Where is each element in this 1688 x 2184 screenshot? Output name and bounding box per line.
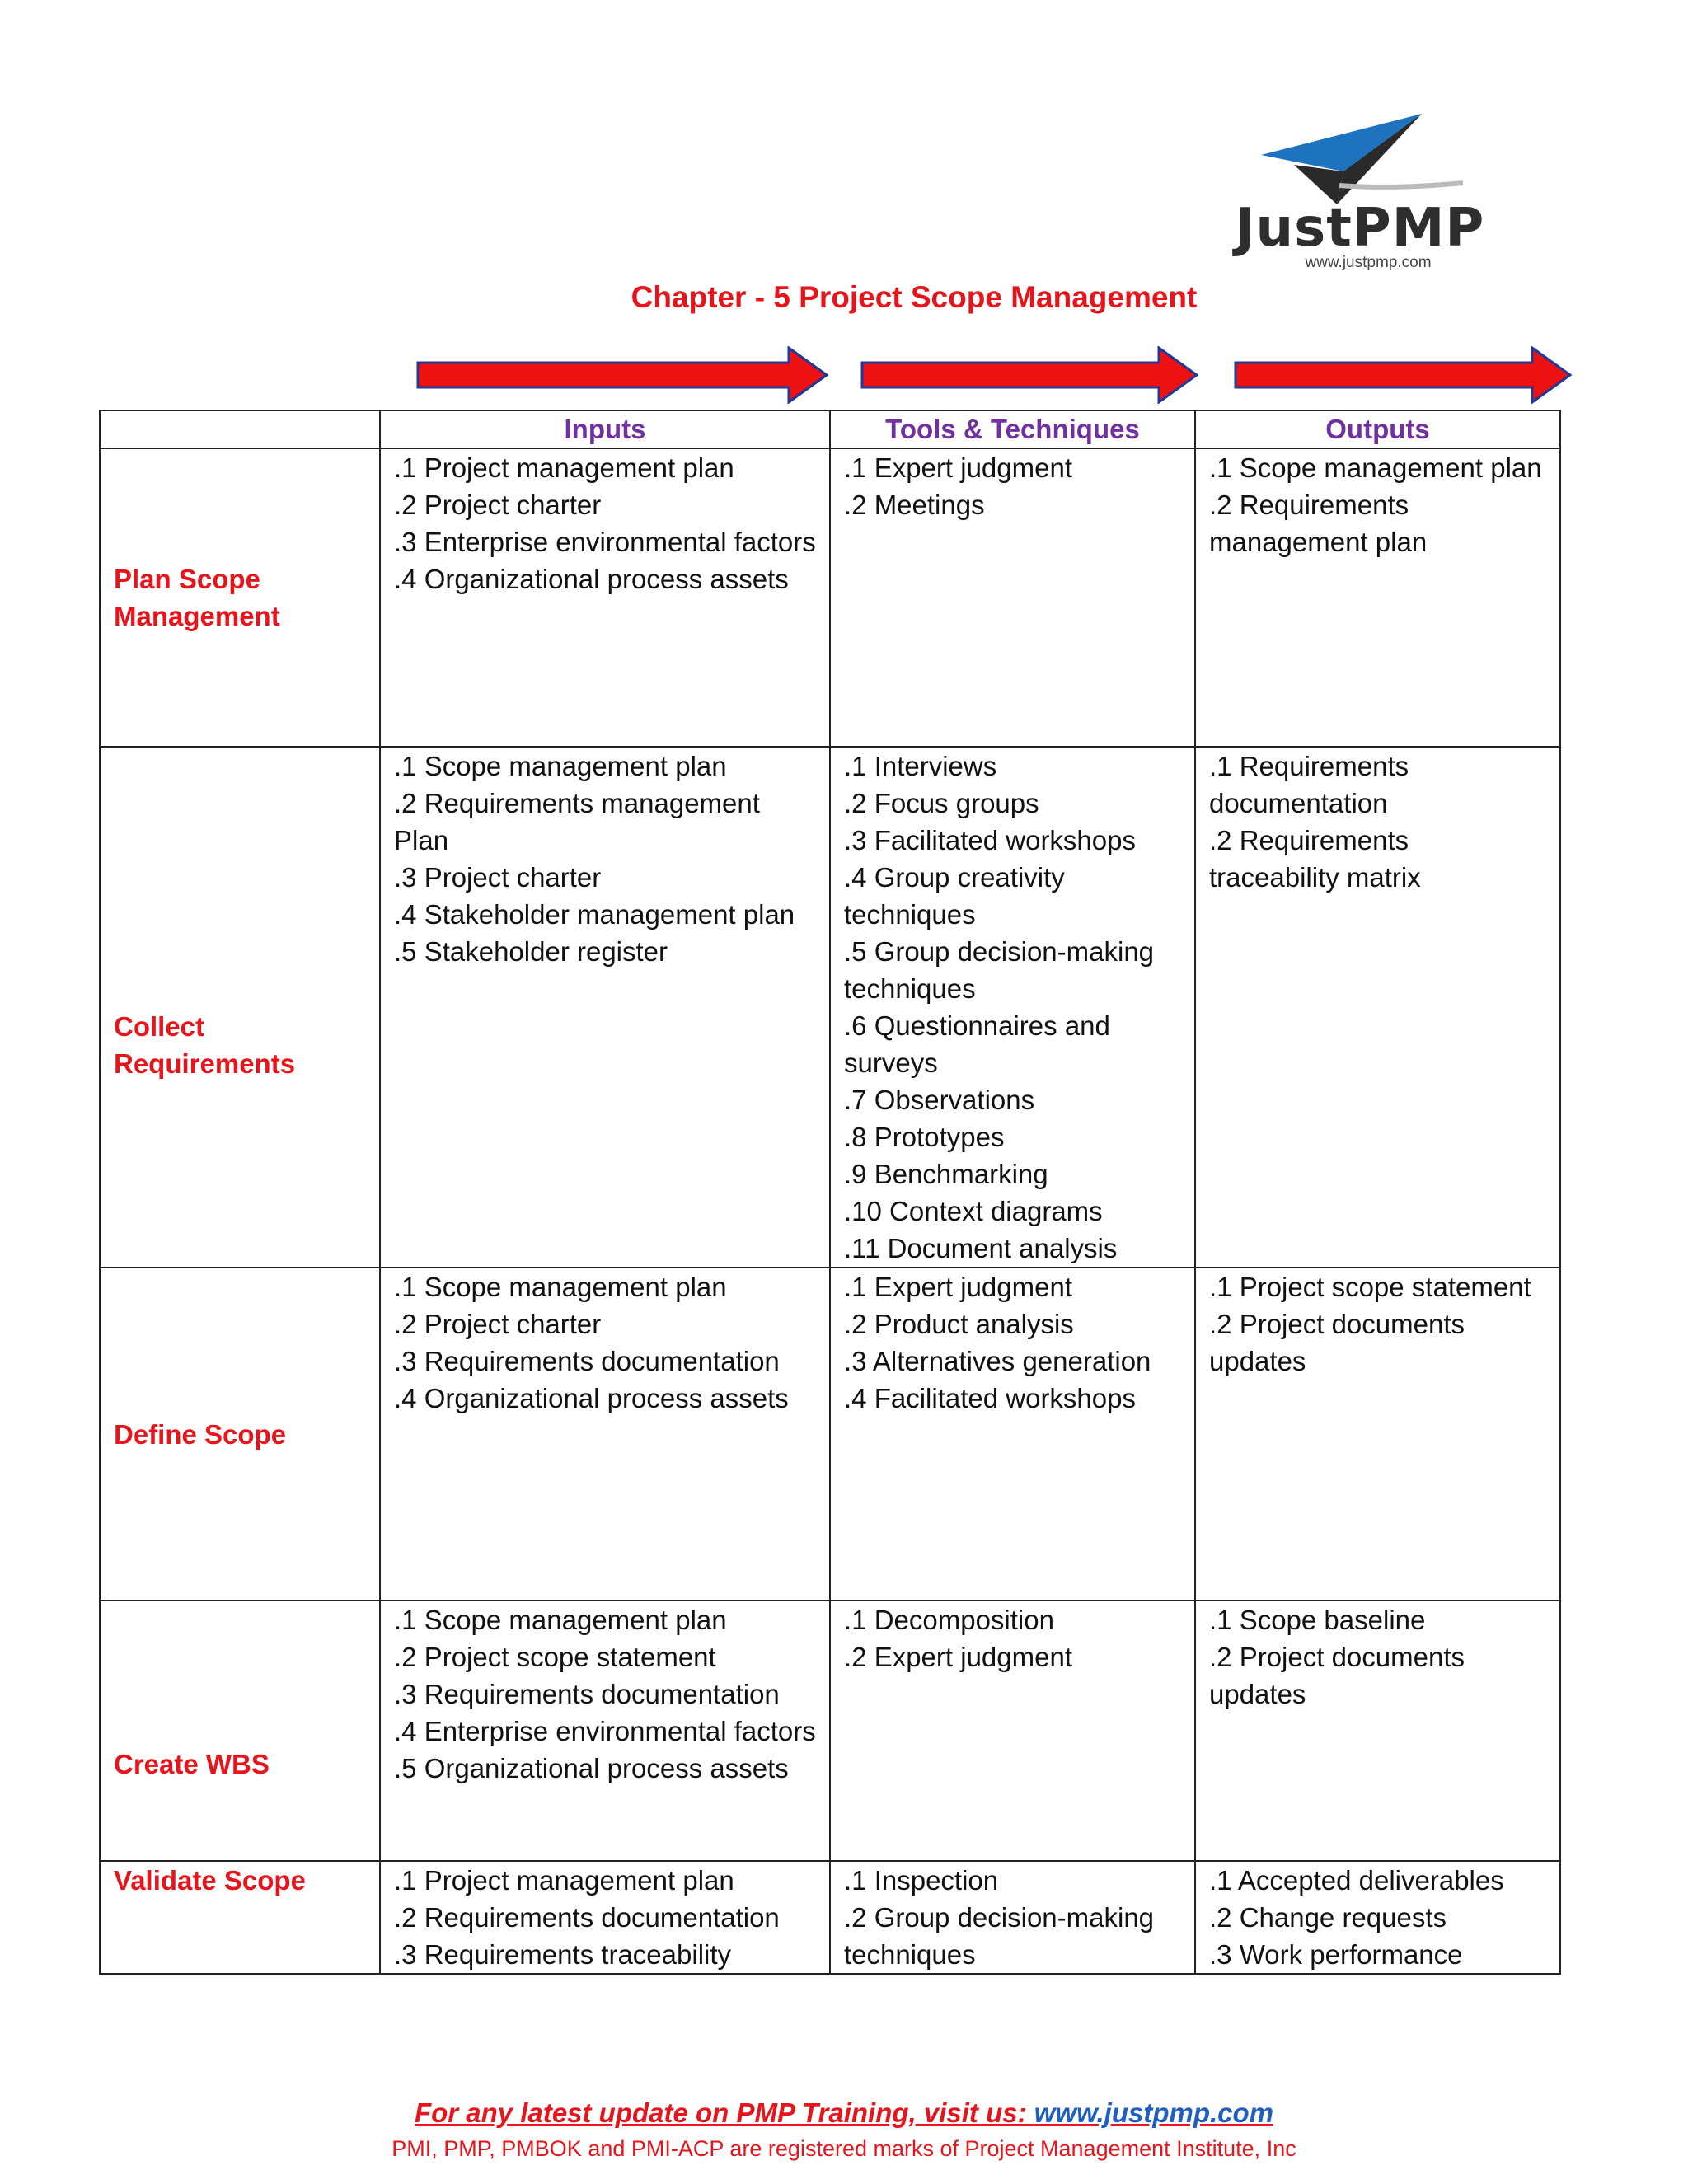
list-item: .1 Project scope statement xyxy=(1209,1272,1531,1302)
tools-cell xyxy=(830,1601,1195,1861)
list-item: .3 Enterprise environmental factors xyxy=(394,527,816,557)
list-item: .2 Requirements documentation xyxy=(394,1902,780,1933)
list-item: .2 Focus groups xyxy=(844,788,1039,818)
tools-cell xyxy=(830,1861,1195,1974)
list-item: .3 Requirements documentation xyxy=(394,1679,780,1709)
list-item: .1 Scope management plan xyxy=(1209,452,1542,483)
arrow-right-icon xyxy=(860,346,1198,404)
list-item: .1 Expert judgment xyxy=(844,452,1072,483)
list-item: .3 Requirements documentation xyxy=(394,1346,780,1376)
footer-trademark-note: PMI, PMP, PMBOK and PMI-ACP are registered marks of Project Management Institute, Inc xyxy=(392,2136,1296,2161)
list-item: .4 Organizational process assets xyxy=(394,564,789,594)
inputs-cell xyxy=(380,747,830,1268)
list-item: .2 Group decision-making techniques xyxy=(844,1902,1155,1970)
outputs-cell xyxy=(1195,1601,1560,1861)
list-item: .10 Context diagrams xyxy=(844,1196,1103,1226)
outputs-cell xyxy=(1195,448,1560,747)
process-name: Create WBS xyxy=(100,1601,380,1861)
footer-link[interactable]: www.justpmp.com xyxy=(1034,2097,1274,2128)
list-item: .2 Project documents updates xyxy=(1209,1642,1465,1709)
list-item: .5 Group decision-making techniques xyxy=(844,936,1155,1004)
list-item: .1 Scope management plan xyxy=(394,1272,727,1302)
list-item: .3 Alternatives generation xyxy=(844,1346,1151,1376)
list-item: .3 Requirements traceability xyxy=(394,1939,732,1970)
header-outputs: Outputs xyxy=(1195,410,1560,448)
list-item: .3 Work performance xyxy=(1209,1939,1463,1970)
list-item: .7 Observations xyxy=(844,1085,1035,1115)
list-item: .2 Project documents updates xyxy=(1209,1309,1465,1376)
outputs-cell xyxy=(1195,747,1560,1268)
list-item: .5 Stakeholder register xyxy=(394,936,668,967)
list-item: .1 Accepted deliverables xyxy=(1209,1865,1504,1896)
list-item: .1 Inspection xyxy=(844,1865,999,1896)
list-item: .2 Meetings xyxy=(844,490,985,520)
ito-table xyxy=(99,410,1561,1975)
list-item: .3 Facilitated workshops xyxy=(844,825,1136,855)
list-item: .4 Stakeholder management plan xyxy=(394,899,795,930)
list-item: .1 Scope management plan xyxy=(394,751,727,781)
list-item: .1 Interviews xyxy=(844,751,997,781)
footer-text: For any latest update on PMP Training, visit us: xyxy=(414,2097,1034,2128)
inputs-cell xyxy=(380,1268,830,1601)
list-item: .4 Facilitated workshops xyxy=(844,1383,1136,1413)
process-name: Validate Scope xyxy=(100,1861,380,1974)
table-row xyxy=(100,1601,1560,1861)
arrow-right-icon xyxy=(416,346,828,404)
list-item: .2 Requirements management Plan xyxy=(394,788,760,855)
list-item: .2 Project charter xyxy=(394,1309,602,1339)
list-item: .2 Expert judgment xyxy=(844,1642,1072,1672)
inputs-cell xyxy=(380,448,830,747)
list-item: .2 Project charter xyxy=(394,490,602,520)
list-item: .1 Scope management plan xyxy=(394,1605,727,1635)
list-item: .11 Document analysis xyxy=(844,1233,1118,1263)
inputs-cell xyxy=(380,1601,830,1861)
list-item: .6 Questionnaires and surveys xyxy=(844,1010,1110,1078)
list-item: .1 Project management plan xyxy=(394,452,734,483)
arrow-right-icon xyxy=(1234,346,1572,404)
list-item: .2 Product analysis xyxy=(844,1309,1074,1339)
list-item: .4 Organizational process assets xyxy=(394,1383,789,1413)
paper-plane-icon xyxy=(1245,107,1475,206)
header-inputs: Inputs xyxy=(380,410,830,448)
footer-update-line xyxy=(0,2097,1688,2129)
table-header-row xyxy=(100,410,1560,448)
list-item: .9 Benchmarking xyxy=(844,1159,1048,1189)
process-name: Collect Requirements xyxy=(100,747,380,1268)
list-item: .1 Project management plan xyxy=(394,1865,734,1896)
header-process xyxy=(100,410,380,448)
list-item: .2 Change requests xyxy=(1209,1902,1447,1933)
list-item: .1 Decomposition xyxy=(844,1605,1054,1635)
list-item: .5 Organizational process assets xyxy=(394,1753,789,1783)
outputs-cell xyxy=(1195,1268,1560,1601)
header-tools: Tools & Techniques xyxy=(830,410,1195,448)
list-item: .2 Requirements traceability matrix xyxy=(1209,825,1421,893)
logo-url-text: www.justpmp.com xyxy=(1305,254,1432,271)
logo-brand-text: JustPMP xyxy=(1235,198,1485,259)
tools-cell xyxy=(830,448,1195,747)
list-item: .3 Project charter xyxy=(394,862,602,893)
justpmp-logo xyxy=(1228,107,1492,280)
table-row xyxy=(100,448,1560,747)
outputs-cell xyxy=(1195,1861,1560,1974)
list-item: .4 Group creativity techniques xyxy=(844,862,1065,930)
table-row xyxy=(100,1861,1560,1974)
inputs-cell xyxy=(380,1861,830,1974)
list-item: .1 Requirements documentation xyxy=(1209,751,1409,818)
list-item: .4 Enterprise environmental factors xyxy=(394,1716,816,1746)
page-title: Chapter - 5 Project Scope Management xyxy=(631,280,1198,314)
list-item: .8 Prototypes xyxy=(844,1122,1005,1152)
table-row xyxy=(100,747,1560,1268)
process-name: Plan Scope Management xyxy=(100,448,380,747)
list-item: .1 Expert judgment xyxy=(844,1272,1072,1302)
tools-cell xyxy=(830,747,1195,1268)
tools-cell xyxy=(830,1268,1195,1601)
list-item: .2 Project scope statement xyxy=(394,1642,716,1672)
process-name: Define Scope xyxy=(100,1268,380,1601)
table-row xyxy=(100,1268,1560,1601)
list-item: .1 Scope baseline xyxy=(1209,1605,1426,1635)
list-item: .2 Requirements management plan xyxy=(1209,490,1428,557)
